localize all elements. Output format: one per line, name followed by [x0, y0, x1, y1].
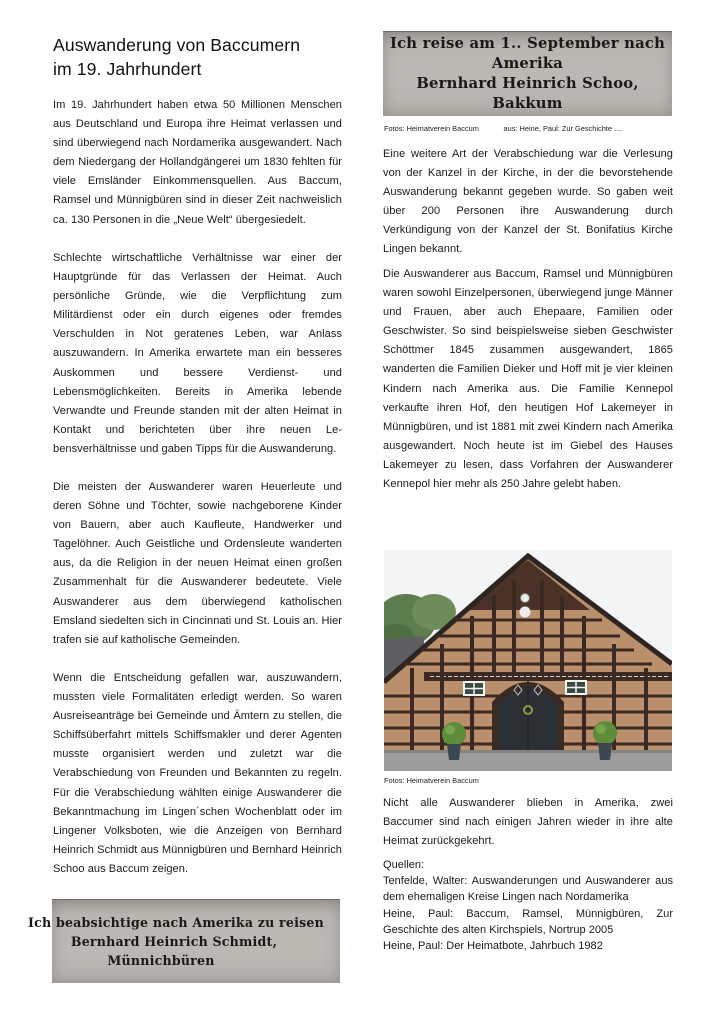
window-left	[463, 681, 485, 696]
paragraph-returnees: Nicht alle Auswanderer blieben in Amerika, zwei Baccumer sind nach einigen Jahren wieder in ihre alte Heimat zurückgekehrt.	[383, 797, 673, 848]
source-item: Tenfelde, Walter: Auswanderungen und Auswanderer aus dem ehemaligen Kreise Lingen nach Nordamerika	[383, 875, 673, 904]
newspaper-clipping-schoo	[383, 31, 672, 116]
sources-heading: Quellen:	[383, 859, 425, 871]
sources-section	[383, 857, 673, 954]
clipping-line-3: Bakkum	[492, 95, 563, 112]
photo-caption: Fotos: Heimatverein Baccum	[384, 776, 479, 785]
article-title	[53, 33, 353, 81]
clipping-line-2: Bernhard Heinrich Schmidt,	[70, 934, 278, 949]
window-right	[565, 680, 587, 695]
newspaper-clipping-schmidt	[28, 899, 340, 983]
title-line-2: im 19. Jahrhundert	[53, 59, 202, 79]
farmhouse-image	[384, 550, 672, 771]
source-item: Heine, Paul: Baccum, Ramsel, Münnigbüren, Zur Geschichte des alten Kirchspiels, Nortrup 2005	[383, 907, 673, 936]
clipping-line-3: Münnichbüren	[107, 953, 215, 968]
paragraph-families: Die Auswanderer aus Baccum, Ramsel und Münnigbüren waren sowohl Einzelpersonen, überwiegend junge Männer und Frauen, aber auch Ehepaare, Familien oder Geschwister. So sind beispielsweise sieben Geschwister Schöttmer 1845 zusammen ausgewandert, 1865 wanderten die Familien Dieker und Hoff mit je vier kleinen Kindern nach Amerika aus. Die Familie Kennepol verkaufte ihren Hof, den heutigen Hof Lakemeyer in Münnigbüren, und ist 1881 mit zwei Kindern nach Amerika ausgewandert. Noch heute ist im Giebel des Hauses Lakemeyer zu lesen, dass Vorfahren der Auswanderer Kennepol hier mehr als 250 Jahre gelebt haben.	[383, 268, 673, 491]
clipping-caption: Fotos: Heimatverein Baccum aus: Heine, Paul: Zur Geschichte ....	[384, 124, 623, 133]
paragraph-pulpit: Eine weitere Art der Verabschiedung war die Verlesung von der Kanzel in der Kirche, in der die bevorstehende Auswanderung bekannt gegeben wurde. So gaben weit über 200 Personen ihre Auswanderung durch Verkündigung von der Kanzel der St. Bonifatius Kirche Lingen bekannt.	[383, 148, 673, 256]
paragraph-intro: Im 19. Jahrhundert haben etwa 50 Millionen Menschen aus Deutschland und Europa ihre Heimat verlassen und sind überwiegend nach Nordamerika ausgewandert. Nach dem Niedergang der Hollandgängerei um 1830 fehlten für viele Emsländer Einkommensquellen. Aus Baccum, Ramsel und Münnigbüren sind in dieser Zeit nachweislich ca. 130 Personen in die „Neue Welt“ übergesiedelt.	[53, 99, 342, 226]
clipping-line-2: Bernhard Heinrich Schoo,	[416, 75, 639, 92]
source-item: Heine, Paul: Der Heimatbote, Jahrbuch 1982	[383, 940, 603, 953]
title-line-1: Auswanderung von Baccumern	[53, 35, 301, 55]
clipping-line-1: Ich reise am 1.. September nach Amerika	[389, 35, 666, 72]
paragraph-emigrants: Die meisten der Auswanderer waren Heuerleute und deren Söhne und Töchter, sowie nachgeborene Kinder von Bauern, aber auch Kaufleute, Handwerker und Tagelöhner. Auch Geistliche und Ordensleute wanderten aus, da die Religion in der neuen Heimat einen großen Zusammenhalt für die Auswanderer bedeutete. Viele Auswanderer aus dem überwiegend katholischen Emsland siedelten sich in Cincinnati und St. Louis an. Hier trafen sie auf katholische Gemeinden.	[53, 481, 342, 646]
clipping-line-1: Ich beabsichtige nach Amerika zu reisen	[28, 915, 324, 930]
farmhouse-photo	[384, 550, 672, 771]
paragraph-formalities: Wenn die Entscheidung gefallen war, auszuwandern, mussten viele Formalitäten erledigt werden. So waren Ausreiseanträge bei Gemeinde und Ämtern zu stellen, die Schiffsüberfahrt mittels Schiffsmakler und derer Agenten musste organisiert werden und zuletzt war die Verabschiedung von Freunden und Bekannten zu regeln. Für die Verabschiedung wählten einige Auswanderer die Bekanntmachung im Lingen´schen Wochenblatt oder im Lingener Volksboten, wie die Anzeigen von Bernhard Heinrich Schmidt aus Münnigbüren und Bernhard Heinrich Schoo aus Baccum zeigen.	[53, 672, 342, 875]
paragraph-reasons: Schlechte wirtschaftliche Verhältnisse war einer der Hauptgründe für das Verlassen der Heimat. Auch persönliche Gründe, wie die Verpflichtung zum Militärdienst oder ein durch eigenes oder fremdes Verschulden in Not geratenes Leben, war Anlass auszuwandern. In Amerika erwartete man ein besseres Auskommen und bessere Verdienst- und Lebensmöglichkeiten. Bereits in Amerika lebende Verwandte und Freunde standen mit der alten Heimat in Kontakt und berichteten über ihre neuen Lebensverhältnisse und gaben Tipps für die Auswanderung.	[53, 252, 342, 455]
